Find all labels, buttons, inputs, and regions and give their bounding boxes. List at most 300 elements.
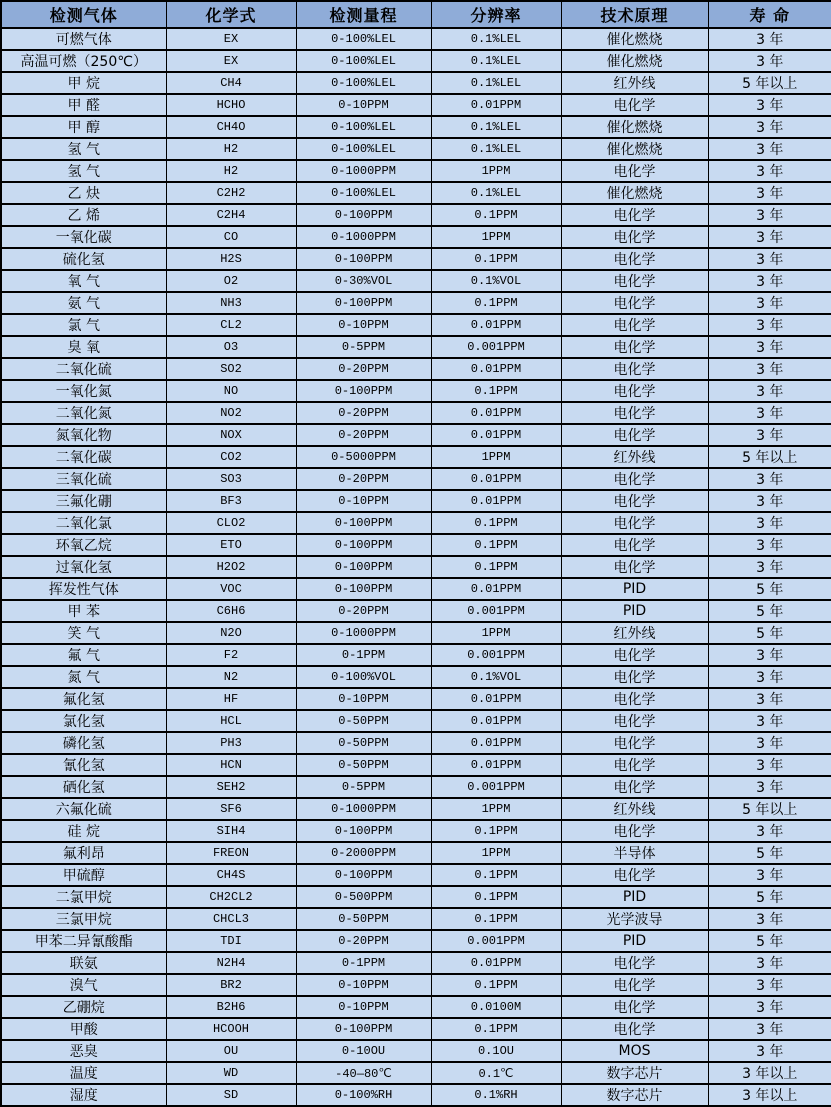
principle-cell: 电化学 xyxy=(561,380,708,402)
formula-cell: CH4 xyxy=(166,72,296,94)
resolution-cell: 1PPM xyxy=(431,622,561,644)
table-row xyxy=(1,138,831,160)
lifespan-cell: 3 年 xyxy=(708,94,831,116)
lifespan-cell: 3 年 xyxy=(708,292,831,314)
gas-name-cell: 氟利昂 xyxy=(1,842,166,864)
principle-cell: 催化燃烧 xyxy=(561,138,708,160)
lifespan-cell: 3 年 xyxy=(708,358,831,380)
lifespan-cell: 3 年 xyxy=(708,336,831,358)
lifespan-cell: 3 年 xyxy=(708,248,831,270)
resolution-cell: 1PPM xyxy=(431,446,561,468)
lifespan-cell: 3 年 xyxy=(708,776,831,798)
principle-cell: 电化学 xyxy=(561,864,708,886)
principle-cell: 电化学 xyxy=(561,820,708,842)
table-row xyxy=(1,688,831,710)
resolution-cell: 0.1%LEL xyxy=(431,50,561,72)
resolution-cell: 0.01PPM xyxy=(431,490,561,512)
resolution-cell: 0.1PPM xyxy=(431,864,561,886)
table-row xyxy=(1,820,831,842)
resolution-cell: 0.01PPM xyxy=(431,358,561,380)
lifespan-cell: 3 年 xyxy=(708,314,831,336)
lifespan-cell: 3 年 xyxy=(708,556,831,578)
lifespan-cell: 5 年 xyxy=(708,842,831,864)
resolution-cell: 0.01PPM xyxy=(431,578,561,600)
range-cell: 0-100PPM xyxy=(296,820,431,842)
gas-name-cell: 高温可燃（250℃） xyxy=(1,50,166,72)
gas-name-cell: 磷化氢 xyxy=(1,732,166,754)
resolution-cell: 0.1%RH xyxy=(431,1084,561,1106)
principle-cell: 电化学 xyxy=(561,358,708,380)
lifespan-cell: 3 年 xyxy=(708,1040,831,1062)
range-cell: 0-5000PPM xyxy=(296,446,431,468)
range-cell: 0-10PPM xyxy=(296,974,431,996)
lifespan-cell: 3 年 xyxy=(708,270,831,292)
principle-cell: 电化学 xyxy=(561,424,708,446)
range-cell: 0-30%VOL xyxy=(296,270,431,292)
range-cell: 0-20PPM xyxy=(296,468,431,490)
lifespan-cell: 3 年 xyxy=(708,138,831,160)
resolution-cell: 0.01PPM xyxy=(431,94,561,116)
range-cell: 0-1000PPM xyxy=(296,798,431,820)
range-cell: 0-100%LEL xyxy=(296,72,431,94)
formula-cell: CLO2 xyxy=(166,512,296,534)
principle-cell: 电化学 xyxy=(561,996,708,1018)
formula-cell: N2O xyxy=(166,622,296,644)
range-cell: 0-100PPM xyxy=(296,578,431,600)
principle-cell: 半导体 xyxy=(561,842,708,864)
table-row xyxy=(1,996,831,1018)
resolution-cell: 1PPM xyxy=(431,226,561,248)
table-row xyxy=(1,1018,831,1040)
range-cell: 0-50PPM xyxy=(296,732,431,754)
resolution-cell: 0.01PPM xyxy=(431,754,561,776)
range-cell: 0-50PPM xyxy=(296,710,431,732)
gas-name-cell: 氟 气 xyxy=(1,644,166,666)
table-row xyxy=(1,336,831,358)
lifespan-cell: 3 年 xyxy=(708,644,831,666)
gas-name-cell: 甲硫醇 xyxy=(1,864,166,886)
table-row xyxy=(1,226,831,248)
range-cell: 0-100PPM xyxy=(296,380,431,402)
principle-cell: 电化学 xyxy=(561,974,708,996)
resolution-cell: 0.0100M xyxy=(431,996,561,1018)
gas-name-cell: 氰化氢 xyxy=(1,754,166,776)
header-row xyxy=(1,1,831,28)
gas-name-cell: 湿度 xyxy=(1,1084,166,1106)
resolution-cell: 0.1%LEL xyxy=(431,28,561,50)
resolution-cell: 0.01PPM xyxy=(431,732,561,754)
gas-name-cell: 六氟化硫 xyxy=(1,798,166,820)
principle-cell: 红外线 xyxy=(561,798,708,820)
lifespan-cell: 3 年 xyxy=(708,666,831,688)
range-cell: 0-20PPM xyxy=(296,358,431,380)
resolution-cell: 0.1%VOL xyxy=(431,270,561,292)
gas-name-cell: 温度 xyxy=(1,1062,166,1084)
range-cell: 0-500PPM xyxy=(296,886,431,908)
resolution-cell: 0.1PPM xyxy=(431,820,561,842)
formula-cell: EX xyxy=(166,28,296,50)
formula-cell: HCHO xyxy=(166,94,296,116)
table-row xyxy=(1,50,831,72)
principle-cell: 电化学 xyxy=(561,336,708,358)
gas-name-cell: 氟化氢 xyxy=(1,688,166,710)
resolution-cell: 0.1PPM xyxy=(431,556,561,578)
lifespan-cell: 3 年 xyxy=(708,50,831,72)
table-row xyxy=(1,600,831,622)
gas-name-cell: 一氧化碳 xyxy=(1,226,166,248)
resolution-cell: 0.1PPM xyxy=(431,248,561,270)
table-row xyxy=(1,710,831,732)
gas-name-cell: 甲酸 xyxy=(1,1018,166,1040)
gas-name-cell: 恶臭 xyxy=(1,1040,166,1062)
principle-cell: PID xyxy=(561,930,708,952)
formula-cell: SF6 xyxy=(166,798,296,820)
table-row xyxy=(1,974,831,996)
gas-name-cell: 三氯甲烷 xyxy=(1,908,166,930)
table-row xyxy=(1,930,831,952)
principle-cell: MOS xyxy=(561,1040,708,1062)
formula-cell: CHCL3 xyxy=(166,908,296,930)
formula-cell: NH3 xyxy=(166,292,296,314)
range-cell: 0-100PPM xyxy=(296,1018,431,1040)
lifespan-cell: 3 年 xyxy=(708,820,831,842)
resolution-cell: 0.1OU xyxy=(431,1040,561,1062)
range-cell: 0-10PPM xyxy=(296,314,431,336)
resolution-cell: 0.1PPM xyxy=(431,886,561,908)
principle-cell: 电化学 xyxy=(561,512,708,534)
formula-cell: SO2 xyxy=(166,358,296,380)
gas-name-cell: 氧 气 xyxy=(1,270,166,292)
formula-cell: C2H2 xyxy=(166,182,296,204)
range-cell: 0-1000PPM xyxy=(296,160,431,182)
resolution-cell: 1PPM xyxy=(431,160,561,182)
formula-cell: C6H6 xyxy=(166,600,296,622)
table-row xyxy=(1,424,831,446)
formula-cell: CH2CL2 xyxy=(166,886,296,908)
range-cell: 0-100PPM xyxy=(296,556,431,578)
resolution-cell: 0.01PPM xyxy=(431,710,561,732)
principle-cell: 电化学 xyxy=(561,754,708,776)
table-row xyxy=(1,314,831,336)
principle-cell: 电化学 xyxy=(561,534,708,556)
principle-cell: 电化学 xyxy=(561,776,708,798)
resolution-cell: 0.1PPM xyxy=(431,292,561,314)
resolution-cell: 0.001PPM xyxy=(431,600,561,622)
principle-cell: 红外线 xyxy=(561,446,708,468)
gas-name-cell: 臭 氧 xyxy=(1,336,166,358)
principle-cell: 红外线 xyxy=(561,72,708,94)
principle-cell: 催化燃烧 xyxy=(561,116,708,138)
lifespan-cell: 3 年 xyxy=(708,28,831,50)
table-row xyxy=(1,732,831,754)
table-row xyxy=(1,622,831,644)
range-cell: 0-100%LEL xyxy=(296,28,431,50)
gas-name-cell: 联氨 xyxy=(1,952,166,974)
lifespan-cell: 5 年以上 xyxy=(708,72,831,94)
formula-cell: H2 xyxy=(166,138,296,160)
principle-cell: PID xyxy=(561,886,708,908)
range-cell: 0-10PPM xyxy=(296,688,431,710)
lifespan-cell: 3 年 xyxy=(708,864,831,886)
resolution-cell: 0.01PPM xyxy=(431,468,561,490)
lifespan-cell: 3 年 xyxy=(708,512,831,534)
gas-name-cell: 挥发性气体 xyxy=(1,578,166,600)
formula-cell: PH3 xyxy=(166,732,296,754)
resolution-cell: 0.1PPM xyxy=(431,512,561,534)
principle-cell: PID xyxy=(561,600,708,622)
formula-cell: BR2 xyxy=(166,974,296,996)
table-row xyxy=(1,160,831,182)
range-cell: 0-50PPM xyxy=(296,754,431,776)
table-row xyxy=(1,28,831,50)
formula-cell: FREON xyxy=(166,842,296,864)
range-cell: 0-100PPM xyxy=(296,248,431,270)
principle-cell: 数字芯片 xyxy=(561,1062,708,1084)
range-cell: 0-10PPM xyxy=(296,490,431,512)
formula-cell: SO3 xyxy=(166,468,296,490)
resolution-cell: 0.1PPM xyxy=(431,974,561,996)
principle-cell: 电化学 xyxy=(561,226,708,248)
table-row xyxy=(1,380,831,402)
formula-cell: N2H4 xyxy=(166,952,296,974)
principle-cell: 电化学 xyxy=(561,490,708,512)
formula-cell: VOC xyxy=(166,578,296,600)
principle-cell: 光学波导 xyxy=(561,908,708,930)
principle-cell: 催化燃烧 xyxy=(561,182,708,204)
formula-cell: CH4S xyxy=(166,864,296,886)
lifespan-cell: 3 年 xyxy=(708,490,831,512)
resolution-cell: 0.01PPM xyxy=(431,424,561,446)
lifespan-cell: 3 年 xyxy=(708,226,831,248)
table-row xyxy=(1,952,831,974)
lifespan-cell: 3 年 xyxy=(708,182,831,204)
gas-name-cell: 二氧化硫 xyxy=(1,358,166,380)
resolution-cell: 0.1%LEL xyxy=(431,182,561,204)
formula-cell: O3 xyxy=(166,336,296,358)
range-cell: 0-100PPM xyxy=(296,512,431,534)
principle-cell: 电化学 xyxy=(561,402,708,424)
gas-name-cell: 甲苯二异氰酸酯 xyxy=(1,930,166,952)
lifespan-cell: 5 年 xyxy=(708,886,831,908)
lifespan-cell: 5 年 xyxy=(708,622,831,644)
gas-name-cell: 氢 气 xyxy=(1,160,166,182)
range-cell: 0-1000PPM xyxy=(296,226,431,248)
gas-name-cell: 乙硼烷 xyxy=(1,996,166,1018)
range-cell: 0-100PPM xyxy=(296,204,431,226)
range-cell: 0-1PPM xyxy=(296,644,431,666)
gas-name-header: 检测气体 xyxy=(1,1,166,28)
formula-cell: WD xyxy=(166,1062,296,1084)
resolution-cell: 0.001PPM xyxy=(431,776,561,798)
table-row xyxy=(1,842,831,864)
range-cell: 0-100PPM xyxy=(296,864,431,886)
formula-cell: NOX xyxy=(166,424,296,446)
principle-cell: 催化燃烧 xyxy=(561,50,708,72)
table-row xyxy=(1,864,831,886)
formula-cell: CO xyxy=(166,226,296,248)
table-row xyxy=(1,908,831,930)
principle-cell: 电化学 xyxy=(561,270,708,292)
gas-name-cell: 三氟化硼 xyxy=(1,490,166,512)
range-cell: 0-1000PPM xyxy=(296,622,431,644)
table-row xyxy=(1,578,831,600)
range-cell: 0-1PPM xyxy=(296,952,431,974)
formula-cell: F2 xyxy=(166,644,296,666)
range-header: 检测量程 xyxy=(296,1,431,28)
gas-name-cell: 甲 苯 xyxy=(1,600,166,622)
gas-name-cell: 环氧乙烷 xyxy=(1,534,166,556)
lifespan-cell: 3 年 xyxy=(708,952,831,974)
principle-cell: 电化学 xyxy=(561,468,708,490)
table-row xyxy=(1,468,831,490)
principle-cell: 电化学 xyxy=(561,710,708,732)
range-cell: 0-10PPM xyxy=(296,996,431,1018)
principle-cell: 电化学 xyxy=(561,644,708,666)
gas-name-cell: 硒化氢 xyxy=(1,776,166,798)
formula-header: 化学式 xyxy=(166,1,296,28)
principle-cell: 电化学 xyxy=(561,94,708,116)
lifespan-cell: 3 年 xyxy=(708,402,831,424)
formula-cell: HCN xyxy=(166,754,296,776)
resolution-cell: 0.1PPM xyxy=(431,380,561,402)
table-row xyxy=(1,116,831,138)
table-row xyxy=(1,204,831,226)
gas-name-cell: 硫化氢 xyxy=(1,248,166,270)
range-cell: 0-100PPM xyxy=(296,534,431,556)
table-row xyxy=(1,182,831,204)
lifespan-cell: 5 年 xyxy=(708,578,831,600)
principle-cell: 电化学 xyxy=(561,732,708,754)
formula-cell: C2H4 xyxy=(166,204,296,226)
gas-name-cell: 二氧化氮 xyxy=(1,402,166,424)
formula-cell: SIH4 xyxy=(166,820,296,842)
lifespan-cell: 5 年以上 xyxy=(708,446,831,468)
principle-cell: 电化学 xyxy=(561,1018,708,1040)
resolution-cell: 0.01PPM xyxy=(431,314,561,336)
lifespan-cell: 3 年 xyxy=(708,974,831,996)
gas-name-cell: 三氧化硫 xyxy=(1,468,166,490)
table-row xyxy=(1,512,831,534)
lifespan-cell: 3 年 xyxy=(708,688,831,710)
gas-name-cell: 硅 烷 xyxy=(1,820,166,842)
lifespan-header: 寿 命 xyxy=(708,1,831,28)
resolution-cell: 0.01PPM xyxy=(431,688,561,710)
range-cell: 0-20PPM xyxy=(296,600,431,622)
resolution-cell: 0.001PPM xyxy=(431,930,561,952)
gas-name-cell: 氯 气 xyxy=(1,314,166,336)
table-row xyxy=(1,490,831,512)
table-row xyxy=(1,534,831,556)
table-row xyxy=(1,754,831,776)
formula-cell: H2S xyxy=(166,248,296,270)
formula-cell: HF xyxy=(166,688,296,710)
table-row xyxy=(1,886,831,908)
range-cell: 0-100%LEL xyxy=(296,138,431,160)
gas-name-cell: 甲 醇 xyxy=(1,116,166,138)
resolution-cell: 0.1PPM xyxy=(431,908,561,930)
gas-name-cell: 氯化氢 xyxy=(1,710,166,732)
table-row xyxy=(1,798,831,820)
gas-name-cell: 氮氧化物 xyxy=(1,424,166,446)
table-row xyxy=(1,1040,831,1062)
formula-cell: TDI xyxy=(166,930,296,952)
gas-name-cell: 溴气 xyxy=(1,974,166,996)
range-cell: 0-5PPM xyxy=(296,336,431,358)
resolution-cell: 0.1%VOL xyxy=(431,666,561,688)
range-cell: 0-100%RH xyxy=(296,1084,431,1106)
table-row xyxy=(1,248,831,270)
principle-cell: 电化学 xyxy=(561,204,708,226)
resolution-cell: 0.1PPM xyxy=(431,1018,561,1040)
gas-name-cell: 笑 气 xyxy=(1,622,166,644)
table-row xyxy=(1,292,831,314)
principle-cell: 电化学 xyxy=(561,248,708,270)
gas-name-cell: 甲 烷 xyxy=(1,72,166,94)
gas-name-cell: 二氧化氯 xyxy=(1,512,166,534)
gas-name-cell: 一氧化氮 xyxy=(1,380,166,402)
range-cell: 0-20PPM xyxy=(296,402,431,424)
lifespan-cell: 3 年 xyxy=(708,534,831,556)
principle-cell: 催化燃烧 xyxy=(561,28,708,50)
resolution-cell: 0.01PPM xyxy=(431,402,561,424)
resolution-cell: 0.1PPM xyxy=(431,534,561,556)
formula-cell: OU xyxy=(166,1040,296,1062)
formula-cell: SEH2 xyxy=(166,776,296,798)
formula-cell: CO2 xyxy=(166,446,296,468)
gas-name-cell: 乙 炔 xyxy=(1,182,166,204)
resolution-cell: 0.1℃ xyxy=(431,1062,561,1084)
range-cell: 0-2000PPM xyxy=(296,842,431,864)
table-row xyxy=(1,776,831,798)
range-cell: 0-5PPM xyxy=(296,776,431,798)
formula-cell: NO xyxy=(166,380,296,402)
principle-cell: 电化学 xyxy=(561,666,708,688)
range-cell: 0-50PPM xyxy=(296,908,431,930)
lifespan-cell: 3 年 xyxy=(708,468,831,490)
table-row xyxy=(1,1062,831,1084)
formula-cell: HCOOH xyxy=(166,1018,296,1040)
principle-cell: 电化学 xyxy=(561,314,708,336)
lifespan-cell: 3 年 xyxy=(708,204,831,226)
table-row xyxy=(1,644,831,666)
lifespan-cell: 3 年 xyxy=(708,1018,831,1040)
principle-cell: 电化学 xyxy=(561,688,708,710)
range-cell: 0-100%LEL xyxy=(296,116,431,138)
lifespan-cell: 3 年 xyxy=(708,116,831,138)
resolution-cell: 0.1%LEL xyxy=(431,72,561,94)
lifespan-cell: 5 年 xyxy=(708,930,831,952)
table-row xyxy=(1,94,831,116)
gas-name-cell: 甲 醛 xyxy=(1,94,166,116)
lifespan-cell: 3 年 xyxy=(708,380,831,402)
gas-name-cell: 氮 气 xyxy=(1,666,166,688)
lifespan-cell: 3 年以上 xyxy=(708,1084,831,1106)
formula-cell: SD xyxy=(166,1084,296,1106)
lifespan-cell: 3 年 xyxy=(708,424,831,446)
formula-cell: CH4O xyxy=(166,116,296,138)
table-row xyxy=(1,666,831,688)
gas-name-cell: 氢 气 xyxy=(1,138,166,160)
lifespan-cell: 3 年 xyxy=(708,732,831,754)
range-cell: 0-100PPM xyxy=(296,292,431,314)
table-row xyxy=(1,446,831,468)
formula-cell: EX xyxy=(166,50,296,72)
lifespan-cell: 3 年 xyxy=(708,160,831,182)
table-row xyxy=(1,358,831,380)
formula-cell: H2O2 xyxy=(166,556,296,578)
formula-cell: ETO xyxy=(166,534,296,556)
table-row xyxy=(1,270,831,292)
